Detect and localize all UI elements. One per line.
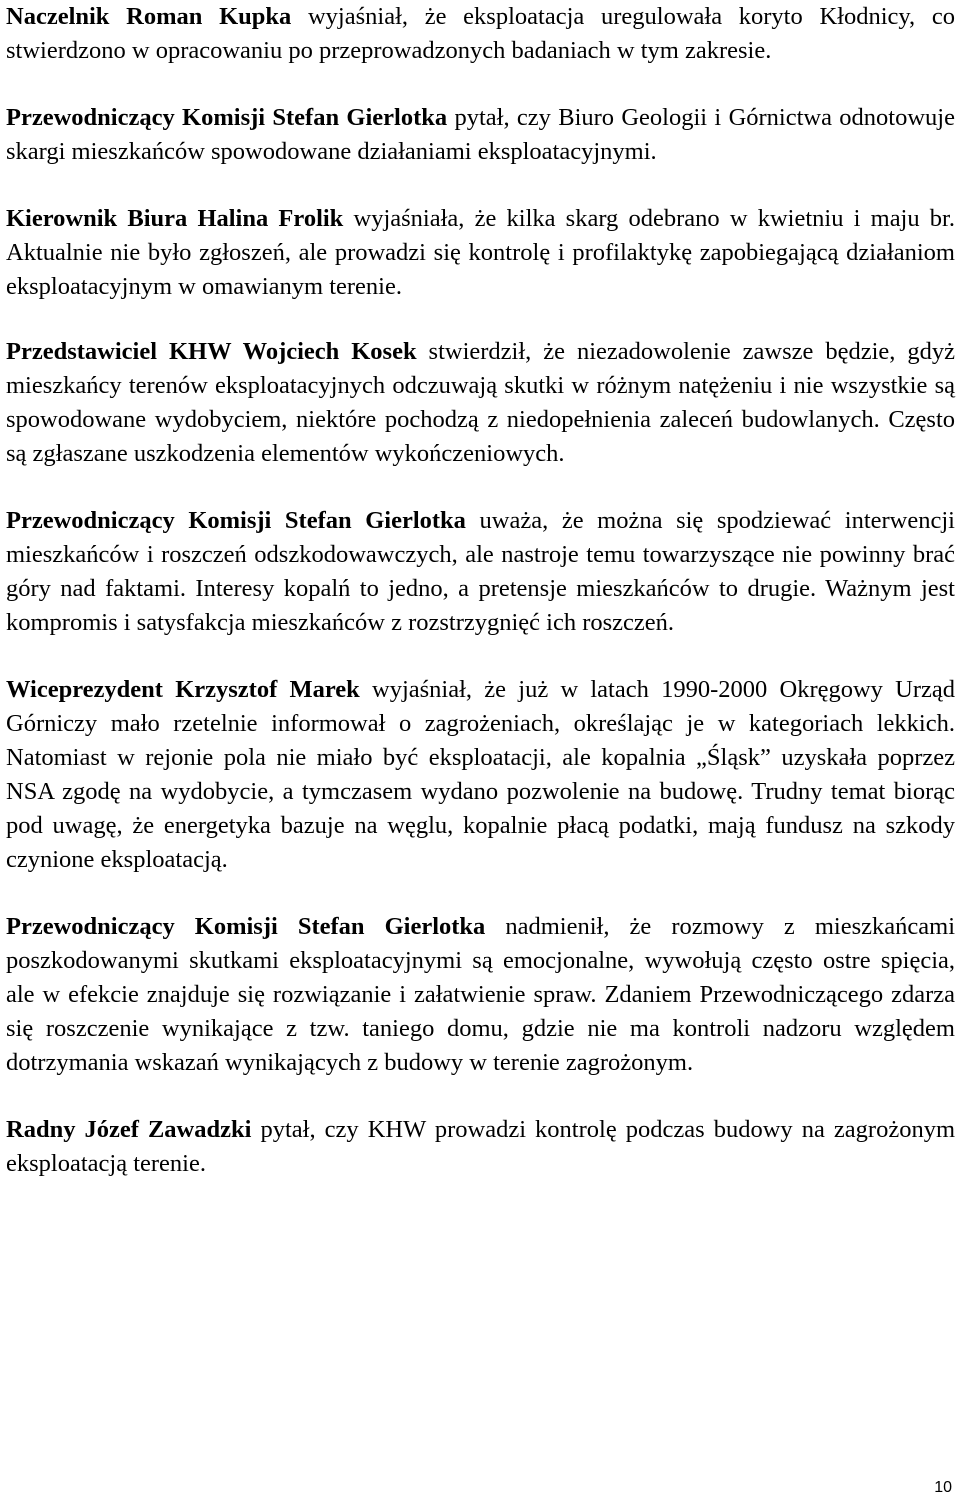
paragraph-text: pytał, czy Biuro Geologii i Górnictwa odnotowuje skargi mieszkańców spowodowane działaniami eksploatacyjnymi.: [6, 104, 955, 165]
paragraph-text: wyjaśniał, że eksploatacja uregulowała koryto Kłodnicy, co stwierdzono w opracowaniu po przeprowadzonych badaniach w tym zakresie.: [6, 3, 956, 64]
paragraph-text: pytał, czy KHW prowadzi kontrolę podczas budowy na zagrożonym eksploatacją terenie.: [6, 1116, 955, 1177]
paragraph-gierlotka-3: [6, 910, 955, 1080]
page-number: 10: [934, 1479, 952, 1496]
speaker-name: Przewodniczący Komisji Stefan Gierlotka: [6, 104, 448, 131]
paragraph-marek: [6, 673, 955, 877]
paragraph-text: stwierdził, że niezadowolenie zawsze będzie, gdyż mieszkańcy terenów eksploatacyjnych odczuwają skutki w różnym natężeniu i nie wszystkie są spowodowane wydobyciem, niektóre pochodzą z niedopełnienia zaleceń budowlanych. Często są zgłaszane uszkodzenia elementów wykończeniowych.: [6, 338, 955, 467]
speaker-name: Naczelnik Roman Kupka: [6, 3, 292, 30]
speaker-name: Przewodniczący Komisji Stefan Gierlotka: [6, 507, 466, 534]
paragraph-kupka: [6, 0, 955, 68]
paragraph-text: wyjaśniała, że kilka skarg odebrano w kwietniu i maju br. Aktualnie nie było zgłoszeń, ale prowadzi się kontrolę i profilaktykę zapobiegającą działaniom eksploatacyjnym w omawianym terenie.: [6, 205, 955, 300]
paragraph-frolik: [6, 202, 955, 304]
paragraph-gierlotka-2: [6, 504, 955, 640]
speaker-name: Radny Józef Zawadzki: [6, 1116, 252, 1143]
speaker-name: Przewodniczący Komisji Stefan Gierlotka: [6, 913, 486, 940]
paragraph-text: uważa, że można się spodziewać interwencji mieszkańców i roszczeń odszkodowawczych, ale nastroje temu towarzyszące nie powinny brać góry nad faktami. Interesy kopalń to jedno, a pretensje mieszkańców to drugie. Ważnym jest kompromis i satysfakcja mieszkańców z rozstrzygnięć ich roszczeń.: [6, 507, 955, 636]
document-page: [6, 0, 955, 1181]
paragraph-text: wyjaśniał, że już w latach 1990-2000 Okręgowy Urząd Górniczy mało rzetelnie informował o zagrożeniach, określając je w kategoriach lekkich. Natomiast w rejonie pola nie miało być eksploatacji, ale kopalnia „Śląsk” uzyskała poprzez NSA zgodę na wydobycie, a tymczasem wydano pozwolenie na budowę. Trudny temat biorąc pod uwagę, że energetyka bazuje na węglu, kopalnie płacą podatki, mają fundusz na szkody czynione eksploatacją.: [6, 676, 956, 873]
speaker-name: Wiceprezydent Krzysztof Marek: [6, 676, 360, 703]
paragraph-gierlotka-1: [6, 101, 955, 169]
paragraph-zawadzki: [6, 1113, 955, 1181]
speaker-name: Przedstawiciel KHW Wojciech Kosek: [6, 338, 417, 365]
paragraph-kosek: [6, 335, 955, 471]
paragraph-text: nadmienił, że rozmowy z mieszkańcami poszkodowanymi skutkami eksploatacyjnymi są emocjonalne, wywołują często ostre spięcia, ale w efekcie znajduje się rozwiązanie i załatwienie spraw. Zdaniem Przewodniczącego zdarza się roszczenie wynikające z tzw. taniego domu, gdzie nie ma kontroli nadzoru względem dotrzymania wskazań wynikających z budowy w terenie zagrożonym.: [6, 913, 955, 1076]
speaker-name: Kierownik Biura Halina Frolik: [6, 205, 344, 232]
